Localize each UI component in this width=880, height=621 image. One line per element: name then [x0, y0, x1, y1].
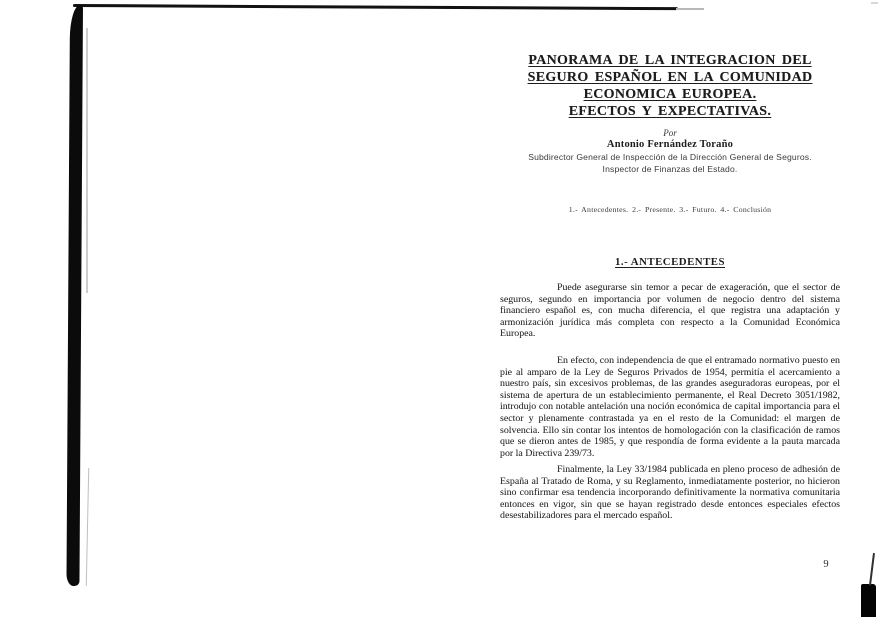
paragraph: Finalmente, la Ley 33/1984 publicada en pleno proceso de adhesión de España al Tratado de Roma, y su Reglamento, inmediatamente posterior, no hicieron sino confirmar esa tendencia incorporando definitivamente la normativa comunitaria entonces en vigor, sin que se hayan registrado desde entonces especiales efectos desestabilizadores para el mercado español.: [500, 464, 840, 522]
scan-top-edge-fade: [676, 8, 704, 10]
section-heading: 1.- ANTECEDENTES: [615, 256, 725, 268]
title-line: PANORAMA DE LA INTEGRACION DEL: [528, 53, 812, 68]
document-title: [500, 52, 840, 120]
scan-speck-top-right: [871, 2, 878, 4]
scan-left-thin-line: [86, 28, 88, 293]
title-line: ECONOMICA EUROPEA.: [583, 87, 757, 102]
scan-top-edge: [73, 4, 678, 10]
contents-line: 1.- Antecedentes. 2.- Presente. 3.- Futuro. 4.- Conclusión: [568, 205, 772, 214]
scan-left-edge: [66, 5, 83, 586]
scan-left-thin-line-lower: [86, 468, 89, 586]
author-role-line: Subdirector General de Inspección de la Dirección General de Seguros.: [528, 152, 812, 162]
byline-label: Por: [663, 128, 677, 138]
scan-mark-bottom-right: [861, 584, 876, 617]
page-number: 9: [823, 559, 829, 570]
paragraph: En efecto, con independencia de que el entramado normativo puesto en pie al amparo de la Ley de Seguros Privados de 1954, permitía el acercamiento a nuestro país, sin excesivos problemas, de las grandes aseguradoras europeas, por el sistema de apertura de un establecimiento permanente, el Real Decreto 3051/1982, introdujo con notable antelación una noción económica de capital importancia para el sector y plenamente contrastada ya en el resto de la Comunidad: el margen de solvencia. Ello sin contar los intentos de homologación con la clasificación de ramos que se dieron antes de 1985, y que respondía de forma evidente a la pauta marcada por la Directiva 239/73.: [500, 355, 840, 459]
title-line: SEGURO ESPAÑOL EN LA COMUNIDAD: [527, 70, 813, 85]
title-line: EFECTOS Y EXPECTATIVAS.: [568, 104, 772, 119]
author-role-line: Inspector de Finanzas del Estado.: [602, 164, 738, 174]
scan-line-bottom-right: [869, 553, 875, 586]
author-name: Antonio Fernández Toraño: [606, 139, 734, 150]
paragraph: Puede asegurarse sin temor a pecar de exageración, que el sector de seguros, segundo en importancia por volumen de negocio dentro del sistema financiero español es, con mucha diferencia, el que registra una adaptación y armonización jurídica más completa con respecto a la Comunidad Económica Europea.: [500, 282, 840, 340]
